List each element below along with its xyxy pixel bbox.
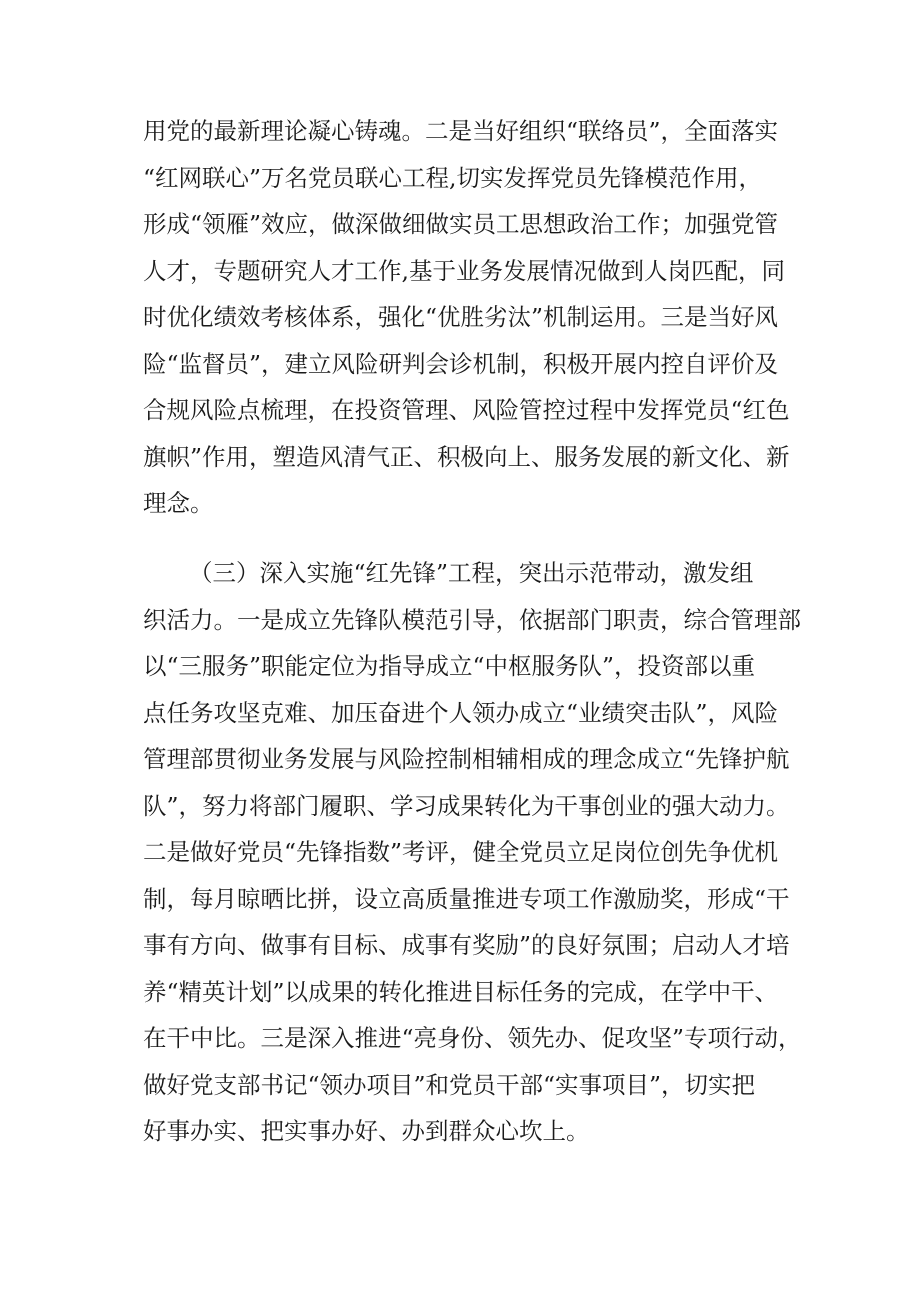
- paragraph-2-line-9: 事有方向、做事有目标、成事有奖励”的良好氛围；启动人才培: [143, 931, 790, 959]
- paragraph-1-line-1: 用党的最新理论凝心铸魂。二是当好组织“联络员”，全面落实: [143, 117, 779, 145]
- paragraph-2-line-7: 二是做好党员“先锋指数”考评，健全党员立足岗位创先争优机: [143, 838, 779, 866]
- paragraph-1: [143, 108, 790, 527]
- paragraph-2-line-5: 管理部贯彻业务发展与风险控制相辅相成的理念成立“先锋护航: [143, 745, 790, 773]
- paragraph-1-line-6: 险“监督员”，建立风险研判会诊机制，积极开展内控自评价及: [143, 349, 779, 378]
- paragraph-1-line-9: 理念。: [143, 489, 214, 517]
- paragraph-2-line-6: 队”，努力将部门履职、学习成果转化为干事创业的强大动力。: [143, 791, 790, 820]
- paragraph-2-line-8: 制，每月晾晒比拼，设立高质量推进专项工作激励奖，形成“干: [143, 884, 790, 913]
- paragraph-2-line-4: 点任务攻坚克难、加压奋进个人领办成立“业绩突击队”，风险: [143, 698, 779, 727]
- paragraph-2-line-2: 织活力。一是成立先锋队模范引导，依据部门职责，综合管理部: [143, 605, 801, 634]
- paragraph-1-line-7: 合规风险点梳理，在投资管理、风险管控过程中发挥党员“红色: [143, 396, 790, 424]
- paragraph-1-line-4: 人才，专题研究人才工作,基于业务发展情况做到人岗匹配，同: [143, 256, 785, 285]
- paragraph-1-line-2: “红网联心”万名党员联心工程,切实发挥党员先锋模范作用，: [143, 163, 762, 192]
- paragraph-2-line-1: （三）深入实施“红先锋”工程，突出示范带动，激发组: [189, 559, 754, 587]
- paragraph-1-line-3: 形成“领雁”效应，做深做细做实员工思想政治工作；加强党管: [143, 210, 779, 238]
- paragraph-2-line-12: 做好党支部书记“领办项目”和党员干部“实事项目”，切实把: [143, 1070, 756, 1099]
- paragraph-2-line-11: 在干中比。三是深入推进“亮身份、领先办、促攻坚”专项行动，: [143, 1024, 802, 1052]
- paragraph-2-line-10: 养“精英计划”以成果的转化推进目标任务的完成，在学中干、: [143, 977, 779, 1006]
- paragraph-1-line-5: 时优化绩效考核体系，强化“优胜劣汰”机制运用。三是当好风: [143, 303, 779, 331]
- paragraph-1-line-8: 旗帜”作用，塑造风清气正、积极向上、服务发展的新文化、新: [143, 442, 790, 471]
- paragraph-2-line-13: 好事办实、把实事办好、办到群众心坎上。: [143, 1117, 590, 1145]
- paragraph-2-line-3: 以“三服务”职能定位为指导成立“中枢服务队”，投资部以重: [143, 652, 756, 680]
- paragraph-2: [143, 550, 802, 1155]
